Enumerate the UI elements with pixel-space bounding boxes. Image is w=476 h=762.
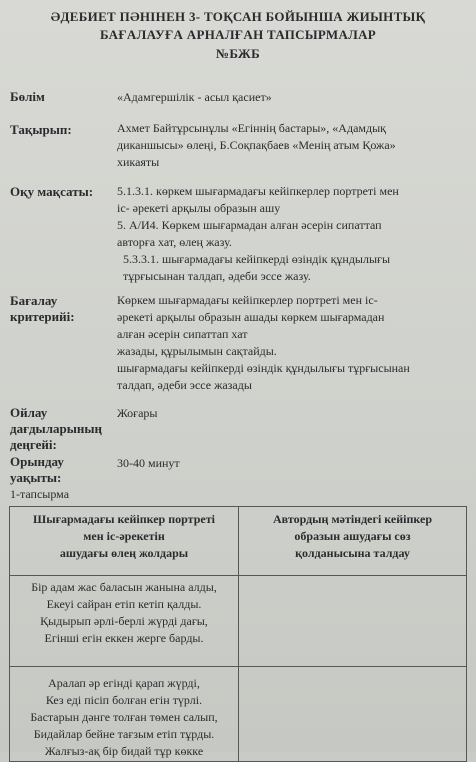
table-header-row [10, 507, 467, 576]
criteria-label-line: Бағалау [10, 293, 58, 308]
analysis-cell[interactable] [239, 576, 467, 667]
table-row [10, 576, 467, 667]
topic-line: Ахмет Байтұрсынұлы «Егіннің бастары», «Адамдық [117, 121, 386, 135]
stanza-cell [10, 667, 239, 762]
goal-line: 5. А/И4. Көркем шығармадан алған әсерін сипаттап [117, 218, 382, 232]
criteria-label-line: критерийі: [10, 309, 75, 324]
table-row [10, 667, 467, 762]
poem-line: Бір адам жас баласын жанына алды, [31, 580, 217, 594]
header-line: ашудағы өлең жолдары [59, 546, 189, 560]
analysis-cell[interactable] [239, 667, 467, 762]
topic-text [117, 120, 396, 171]
poem-line: Қыдырып әрлі-берлі жүрді дағы, [40, 614, 208, 628]
table-header-col2 [239, 507, 467, 576]
header-title-number: №БЖБ [216, 46, 260, 61]
goals-text [117, 183, 399, 285]
poem-line: Егінші егін еккен жерге барды. [44, 631, 204, 645]
section-label: Бөлім [10, 89, 45, 104]
goals-label: Оқу мақсаты: [10, 184, 94, 199]
header-title-line1: ӘДЕБИЕТ ПӘНІНЕН 3- ТОҚСАН БОЙЫНША ЖИЫНТЫҚ [50, 9, 426, 24]
topic-line: хикаяты [117, 155, 160, 169]
thinking-label-line: Ойлау [10, 405, 48, 420]
poem-line: Аралап әр егінді қарап жүрді, [48, 676, 200, 690]
header-line: мен іс-әрекетін [83, 529, 165, 543]
goal-line: тұрғысынан талдап, әдеби эссе жазу. [123, 269, 311, 283]
time-label-line: Орындау [10, 454, 64, 469]
task-table [9, 506, 467, 762]
header-line: Автордың мәтіндегі кейіпкер [273, 512, 432, 526]
thinking-value: Жоғары [117, 406, 158, 420]
section-value: «Адамгершілік - асыл қасиет» [117, 90, 272, 104]
criteria-label [10, 293, 75, 325]
criteria-line: Көркем шығармадағы кейіпкерлер портреті мен іс- [117, 293, 378, 307]
header-line: қолданысына талдау [295, 546, 410, 560]
criteria-line: әрекеті арқылы образын ашады көркем шығармадан [117, 310, 385, 324]
poem-line: Кез еді пісіп болған егін түрлі. [45, 693, 203, 707]
goal-line: іс- әрекеті арқылы образын ашу [117, 201, 281, 215]
poem-line: Жалғыз-ақ бір бидай тұр көкке [44, 744, 204, 758]
poem-line: Бидайлар бейне тағзым етіп тұрды. [33, 727, 215, 741]
criteria-text [117, 292, 410, 394]
task-label: 1-тапсырма [10, 487, 70, 501]
time-label-line: уақыты: [10, 470, 62, 485]
poem-line: Екеуі сайран етіп кетіп қалды. [46, 597, 202, 611]
criteria-line: шығармадағы кейіпкерді өзіндік құндылығы тұрғысынан [117, 361, 410, 375]
criteria-line: жазады, құрылымын сақтайды. [117, 344, 277, 358]
time-value: 30-40 минут [117, 456, 180, 470]
header-line: образын ашудағы сөз [294, 529, 411, 543]
criteria-line: талдап, әдеби эссе жазады [117, 378, 252, 392]
topic-line: диканшысы» өлеңі, Б.Соқпақбаев «Менің атым Қожа» [117, 138, 396, 152]
criteria-line: алған әсерін сипаттап хат [117, 327, 248, 341]
header-line: Шығармадағы кейіпкер портреті [33, 512, 215, 526]
goal-line: 5.3.3.1. шығармадағы кейіпкерді өзіндік құндылығы [123, 252, 391, 266]
table-header-col1 [10, 507, 239, 576]
stanza-cell [10, 576, 239, 667]
thinking-label-line: дағдыларының [10, 421, 103, 436]
thinking-label [10, 405, 102, 453]
topic-label: Тақырып: [10, 122, 72, 137]
goal-line: авторға хат, өлең жазу. [117, 235, 232, 249]
time-label [10, 454, 64, 486]
thinking-label-line: деңгейі: [10, 437, 57, 452]
goal-line: 5.1.3.1. көркем шығармадағы кейіпкерлер портреті мен [117, 184, 399, 198]
poem-line: Бастарын дәнге толған төмен салып, [30, 710, 218, 724]
header-title-line2: БАҒАЛАУҒА АРНАЛҒАН ТАПСЫРМАЛАР [99, 27, 377, 42]
